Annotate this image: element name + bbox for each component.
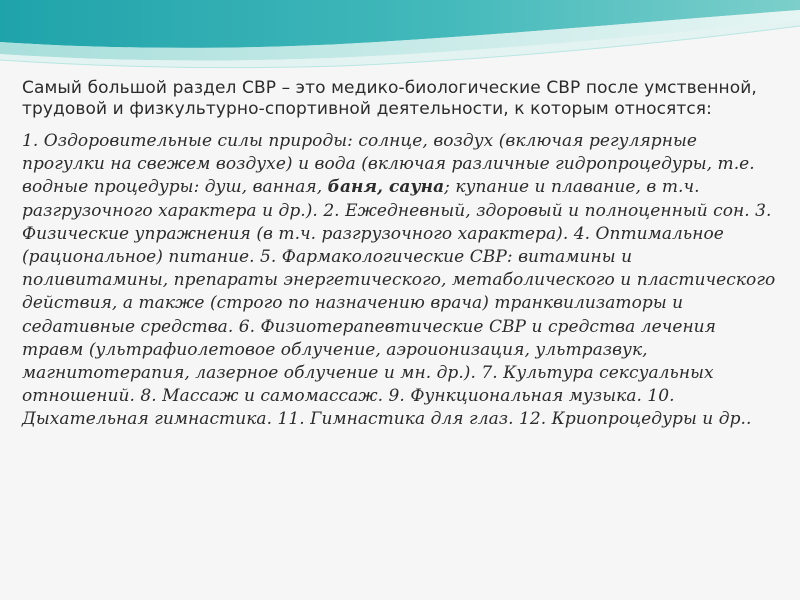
slide-body [22, 78, 780, 432]
header-wave-decoration [0, 0, 800, 80]
list-bold-sauna: баня, сауна [327, 177, 445, 198]
list-text-part-2: ; купание и плавание, в т.ч. разгрузочного характера и др.). 2. Ежедневный, здоровый и полноценный сон. 3. Физические упражнения (в т.ч. разгрузочного характера). 4. Оптимальное (рациональное) питание. 5. Фармакологические СВР: витамины и поливитамины, препараты энергетического, метаболического и пластического действия, а также (строго по назначению врача) транквилизаторы и седативные средства. 6. Физиотерапевтические СВР и средства лечения травм (ультрафиолетовое облучение, аэроионизация, ультразвук, магнитотерапия, лазерное облучение и мн. др.). 7. Культура сексуальных отношений. 8. Массаж и самомассаж. 9. Функциональная музыка. 10. Дыхательная гимнастика. 11. Гимнастика для глаз. 12. Криопроцедуры и др.. [22, 177, 776, 430]
intro-paragraph: Самый большой раздел СВР – это медико-биологические СВР после умственной, трудовой и физкультурно-спортивной деятельности, к которым относятся: [22, 78, 757, 119]
list-text-part-1: 1. Оздоровительные силы природы: солнце, воздух (включая регулярные прогулки на свежем воздухе) и вода (включая различные гидропроцедуры, т.е. водные процедуры: душ, ванная, [22, 131, 755, 198]
restoration-means-list [22, 130, 780, 432]
